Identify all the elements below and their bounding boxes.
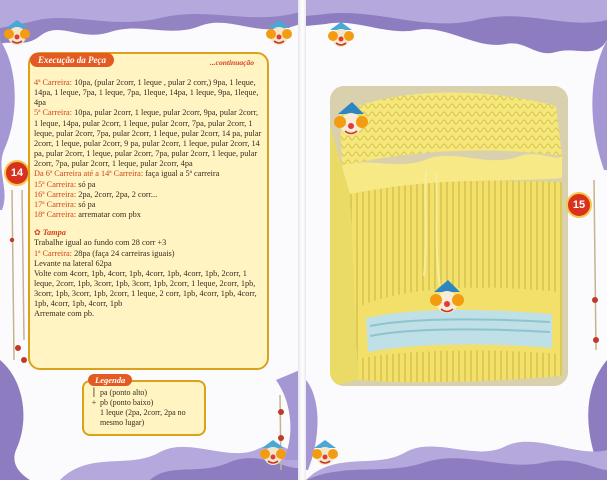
continuation-label: ...continuação xyxy=(210,58,254,67)
legend-item xyxy=(88,388,204,398)
row-text: 28pa (faça 24 carreiras iguais) xyxy=(72,248,175,258)
row-18 xyxy=(34,210,264,220)
row-6-14 xyxy=(34,169,264,179)
clown-head-icon xyxy=(2,20,32,48)
row-text: faça igual a 5ª carreira xyxy=(143,169,220,179)
tampa-line-2: Levante na lateral 62pa xyxy=(34,258,112,268)
legend-item xyxy=(88,398,204,408)
row-label: 5ª Carreira: xyxy=(34,108,72,118)
tampa-line-3: Volte com 4corr, 1pb, 4corr, 1pb, 4corr, 1pb, 4corr, 1pb, 2corr, 1 leque, 2corr, 1pb, 3corr, 1pb, 3corr, 1pb, 2corr, 1 leque, 2corr, 1pb, 3corr, 1pb, 3corr, 1pb, 2corr, 1 leque, 2 corr, 1pb, 4corr, 1pb, 4corr, 1pb, 4corr, 1pb, 4corr, 1pb xyxy=(34,268,257,309)
tampa-title: Tampa xyxy=(42,228,66,238)
leque-symbol-icon xyxy=(88,408,100,428)
row-label: 17ª Carreira: xyxy=(34,199,77,209)
legend-text: 1 leque (2pa, 2corr, 2pa no mesmo lugar) xyxy=(100,408,186,427)
row-text: 10pa, (pular 2corr, 1 leque , pular 2 corr,) 9pa, 1 leque, 14pa, 1 leque, 7pa, 1 leque, 7pa, 1leque, 14pa, 1 leque, 9pa, 1leque, 4pa xyxy=(34,78,259,108)
legend-text: pb (ponto baixo) xyxy=(100,398,154,407)
legend-text: pa (ponto alto) xyxy=(100,388,148,397)
row-text: arrematar com pbx xyxy=(76,210,141,220)
instructions-text xyxy=(34,78,264,370)
legend-title: Legenda xyxy=(88,374,132,386)
row-17 xyxy=(34,200,264,210)
legend-list xyxy=(88,388,204,428)
tampa-line-4: Arremate com pb. xyxy=(34,309,95,319)
page-number-right: 15 xyxy=(566,192,592,218)
section-title: Execução da Peça xyxy=(30,53,114,67)
row-label: Da 6ª Carreira até a 14ª Carreira: xyxy=(34,169,144,179)
row-label: 15ª Carreira: xyxy=(34,179,77,189)
row-text: 2pa, 2corr, 2pa, 2 corr... xyxy=(76,189,158,199)
tampa-intro: Trabalhe igual ao fundo com 28 corr +3 xyxy=(34,238,167,248)
clown-head-icon xyxy=(258,440,288,468)
pa-symbol-icon: ⎮ xyxy=(91,388,97,397)
row-16 xyxy=(34,190,264,200)
row-label: 18ª Carreira: xyxy=(34,210,77,220)
clown-head-icon xyxy=(310,440,340,468)
crochet-box-photo xyxy=(330,86,568,386)
row-label: 4ª Carreira: xyxy=(34,78,72,87)
tampa-heading xyxy=(34,228,264,238)
pb-symbol-icon: + xyxy=(91,398,97,407)
page-number-left: 14 xyxy=(4,160,30,186)
row-label: 1ª Carreira: xyxy=(34,248,72,258)
legend-item xyxy=(88,408,204,428)
row-5 xyxy=(34,108,264,169)
row-15 xyxy=(34,180,264,190)
flower-icon: ✿ xyxy=(34,228,43,238)
row-4 xyxy=(34,78,264,108)
clown-head-icon xyxy=(264,20,294,48)
row-label: 16ª Carreira: xyxy=(34,189,77,199)
row-text: 10pa, pular 2corr, 1 leque, pular 2corr, 9pa, pular 2corr, 1 leque, 14pa, pular 2corr, 1 leque, pular 2corr, 7pa, pular 2corr, 1 leque, pular 2corr, 7pa, pular 2corr, 1 leque, pular 2corr, 14 pa, pular 2corr, 1 leque, pular 2corr, 9 pa, pular 2corr, 1 leque, pular 2corr, 14 pa, pular 2corr, 1 leque, pular 2corr, 7pa, pular 2corr, 1 leque, pular 2corr, 7pa, pular 2corr, 1 leque, pular 2corr, 4pa xyxy=(34,108,262,169)
row-text: só pa xyxy=(76,179,96,189)
row-text: só pa xyxy=(76,199,96,209)
tampa-row-1 xyxy=(34,249,264,259)
clown-head-icon xyxy=(326,22,356,50)
